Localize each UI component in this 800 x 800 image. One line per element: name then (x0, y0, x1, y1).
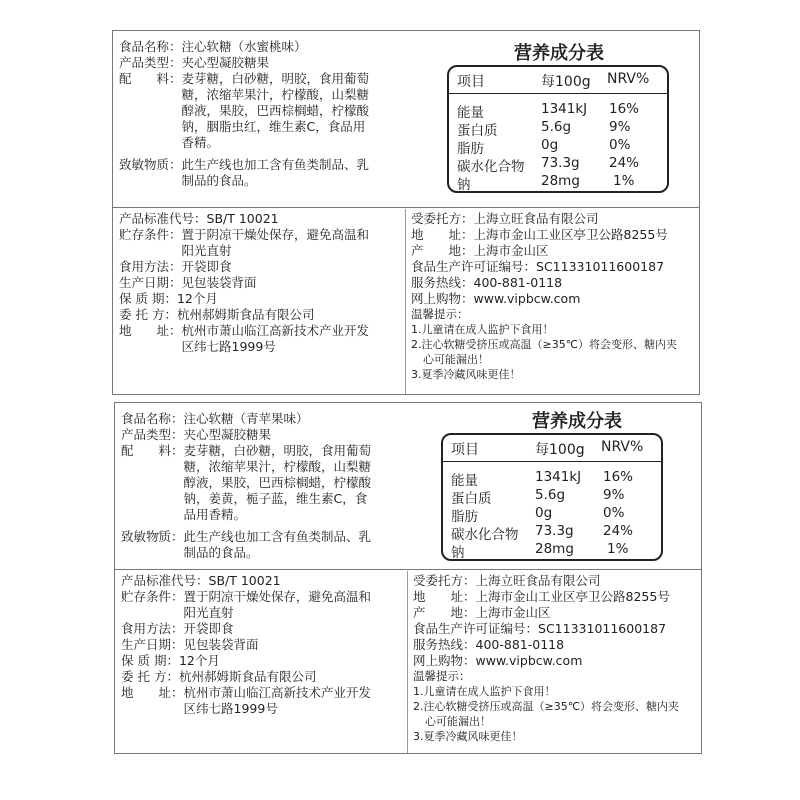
info-label: 食品生产许可证编号： (411, 259, 537, 274)
product-name-label: 食品名称： (119, 39, 182, 54)
tip-line: 心可能漏出！ (425, 715, 491, 728)
tip-line: 1.儿童请在成人监护下食用！ (411, 323, 554, 336)
nutrient-name: 能量 (457, 105, 484, 121)
nutrition-row-protein (449, 119, 667, 137)
product-type-value: 夹心型凝胶糖果 (181, 55, 270, 70)
product-type-row (119, 55, 439, 71)
nutrient-name: 脂肪 (451, 509, 478, 525)
info-label: 保 质 期： (119, 291, 177, 306)
info-value: 上海市金山工业区亭卫公路8255号 (475, 589, 670, 604)
product-name-value: 注心软糖（青苹果味） (183, 411, 309, 426)
info-value: SB/T 10021 (206, 211, 279, 226)
storage-row (121, 589, 411, 621)
info-label: 产品标准代号： (119, 211, 207, 226)
product-section (113, 31, 699, 208)
nutrient-amount: 28mg (541, 173, 580, 189)
info-value (182, 227, 409, 259)
info-value (184, 589, 411, 621)
nutrition-header (449, 67, 667, 94)
product-section (115, 403, 701, 570)
manufacturer-row (411, 211, 701, 227)
standard-code-row (121, 573, 411, 589)
nutrition-header-per100g: 每100g (541, 74, 591, 90)
ingredients-label: 配 料： (119, 71, 182, 86)
ingredients-line: 钠，胭脂虫红，维生素C，食品用 (181, 119, 366, 134)
nutrient-name: 钠 (457, 177, 471, 193)
product-name-label: 食品名称： (121, 411, 184, 426)
storage-row (119, 227, 409, 259)
info-label: 保 质 期： (121, 653, 179, 668)
production-date-row (121, 637, 411, 653)
nutrient-amount: 28mg (535, 541, 574, 557)
production-date-row (119, 275, 409, 291)
info-value: 上海市金山工业区亭卫公路8255号 (473, 227, 668, 242)
info-label: 食用方法： (121, 621, 184, 636)
nutrient-amount: 0g (535, 505, 553, 521)
nutrient-nrv: 24% (603, 523, 634, 539)
nutrient-nrv: 24% (609, 155, 640, 171)
nutrient-nrv: 1% (607, 541, 629, 557)
info-label: 地 址： (121, 685, 184, 700)
info-line: 杭州市萧山临江高新技术产业开发 (183, 685, 372, 700)
info-value: 上海市金山区 (473, 243, 549, 258)
manufacturer-address-row (411, 227, 701, 243)
nutrient-nrv: 9% (603, 487, 625, 503)
ingredients-row (119, 71, 439, 151)
info-label: 食用方法： (119, 259, 182, 274)
info-value: SB/T 10021 (208, 573, 281, 588)
info-line: 阳光直射 (183, 605, 234, 620)
client-row (121, 669, 411, 685)
nutrient-nrv: 1% (613, 173, 635, 189)
license-row (413, 621, 703, 637)
info-value: www.vipbcw.com (475, 653, 583, 668)
shelf-life-row (119, 291, 409, 307)
ingredients-row (121, 443, 441, 523)
nutrition-row-energy (449, 101, 667, 119)
manufacturing-info (121, 573, 411, 717)
ingredients-line: 香精。 (181, 135, 220, 150)
product-name-row (119, 39, 439, 55)
origin-row (411, 243, 701, 259)
info-line: 阳光直射 (181, 243, 232, 258)
nutrient-amount: 73.3g (541, 155, 580, 171)
info-value: 见包装袋背面 (183, 637, 259, 652)
info-label: 委 托 方： (121, 669, 179, 684)
standard-code-row (119, 211, 409, 227)
nutrient-amount: 1341kJ (541, 101, 588, 117)
nutrient-amount: 5.6g (541, 119, 572, 135)
usage-row (121, 621, 411, 637)
product-details (119, 39, 439, 189)
label-panel-green-apple (114, 402, 702, 754)
nutrition-title: 营养成分表 (532, 411, 622, 432)
ingredients-line: 麦芽糖，白砂糖，明胶，食用葡萄 (183, 443, 372, 458)
nutrient-name: 蛋白质 (451, 491, 492, 507)
nutrient-nrv: 9% (609, 119, 631, 135)
info-label: 生产日期： (121, 637, 184, 652)
info-line: 置于阴凉干燥处保存，避免高温和 (183, 589, 372, 604)
info-line: 区纬七路1999号 (181, 339, 276, 354)
online-shop-row (411, 291, 701, 307)
info-label: 服务热线： (413, 637, 476, 652)
info-label: 网上购物： (413, 653, 476, 668)
info-value: 12个月 (178, 653, 220, 668)
allergen-row (119, 157, 439, 189)
info-value: 上海立旺食品有限公司 (473, 211, 599, 226)
nutrition-row-sodium (443, 541, 661, 559)
info-label: 生产日期： (119, 275, 182, 290)
allergen-label: 致敏物质： (119, 157, 182, 172)
nutrient-nrv: 16% (609, 101, 640, 117)
nutrition-row-protein (443, 487, 661, 505)
info-line: 置于阴凉干燥处保存，避免高温和 (181, 227, 370, 242)
info-label: 产 地： (413, 605, 476, 620)
ingredients-line: 品用香精。 (183, 507, 247, 522)
ingredients-line: 醇液，果胶，巴西棕榈蜡，柠檬酸 (181, 103, 370, 118)
producer-info (413, 573, 703, 744)
client-address-row (121, 685, 411, 717)
online-shop-row (413, 653, 703, 669)
allergen-value (182, 157, 439, 189)
ingredients-line: 醇液，果胶，巴西棕榈蜡，柠檬酸 (183, 475, 372, 490)
allergen-line: 制品的食品。 (181, 173, 257, 188)
info-label: 产 地： (411, 243, 474, 258)
allergen-line: 此生产线也加工含有鱼类制品、乳 (183, 529, 372, 544)
nutrient-name: 碳水化合物 (451, 527, 519, 543)
shelf-life-row (121, 653, 411, 669)
ingredients-line: 钠，姜黄，栀子蓝，维生素C，食 (183, 491, 368, 506)
license-row (411, 259, 701, 275)
info-value: SC11331011600187 (538, 621, 667, 636)
info-value: 400-881-0118 (473, 275, 563, 290)
info-label: 贮存条件： (121, 589, 184, 604)
ingredients-value (184, 443, 441, 523)
allergen-label: 致敏物质： (121, 529, 184, 544)
nutrition-header (443, 435, 661, 462)
nutrition-header-per100g: 每100g (535, 442, 585, 458)
ingredients-line: 糖，浓缩苹果汁，柠檬酸，山梨糖 (181, 87, 370, 102)
manufacturing-info (119, 211, 409, 355)
tip-line: 3.夏季冷藏风味更佳！ (413, 730, 523, 743)
ingredients-value (182, 71, 439, 151)
info-value: 上海立旺食品有限公司 (475, 573, 601, 588)
info-label: 地 址： (411, 227, 474, 242)
producer-info (411, 211, 701, 382)
nutrient-amount: 1341kJ (535, 469, 582, 485)
nutrient-nrv: 16% (603, 469, 634, 485)
info-value: 12个月 (176, 291, 218, 306)
client-row (119, 307, 409, 323)
hotline-row (413, 637, 703, 653)
tip-line: 2.注心软糖受挤压或高温（≥35℃）将会变形、糖内夹 (411, 338, 678, 351)
nutrient-nrv: 0% (609, 137, 631, 153)
allergen-line: 制品的食品。 (183, 545, 259, 560)
nutrition-title: 营养成分表 (514, 43, 604, 64)
nutrient-name: 能量 (451, 473, 478, 489)
nutrition-header-item: 项目 (457, 74, 485, 90)
info-value: 开袋即食 (183, 621, 234, 636)
tips-title: 温馨提示： (413, 669, 471, 683)
info-label: 受委托方： (411, 211, 474, 226)
info-value: 见包装袋背面 (181, 275, 257, 290)
nutrient-name: 脂肪 (457, 141, 484, 157)
info-label: 网上购物： (411, 291, 474, 306)
usage-row (119, 259, 409, 275)
info-label: 受委托方： (413, 573, 476, 588)
info-label: 贮存条件： (119, 227, 182, 242)
ingredients-label: 配 料： (121, 443, 184, 458)
nutrient-name: 蛋白质 (457, 123, 498, 139)
info-value: SC11331011600187 (536, 259, 665, 274)
hotline-row (411, 275, 701, 291)
nutrient-amount: 73.3g (535, 523, 574, 539)
client-address-row (119, 323, 409, 355)
tip-line: 心可能漏出！ (423, 353, 489, 366)
nutrition-table (447, 65, 669, 193)
info-label: 服务热线： (411, 275, 474, 290)
origin-row (413, 605, 703, 621)
info-label: 食品生产许可证编号： (413, 621, 539, 636)
info-value: 开袋即食 (181, 259, 232, 274)
nutrition-row-fat (449, 137, 667, 155)
allergen-value (184, 529, 441, 561)
nutrition-header-nrv: NRV% (607, 71, 650, 87)
info-value: 杭州郝姆斯食品有限公司 (178, 669, 317, 684)
nutrition-row-energy (443, 469, 661, 487)
nutrient-amount: 0g (541, 137, 559, 153)
ingredients-line: 糖，浓缩苹果汁，柠檬酸，山梨糖 (183, 459, 372, 474)
allergen-line: 此生产线也加工含有鱼类制品、乳 (181, 157, 370, 172)
product-name-value: 注心软糖（水蜜桃味） (181, 39, 307, 54)
nutrition-row-carbohydrate (449, 155, 667, 173)
info-line: 杭州市萧山临江高新技术产业开发 (181, 323, 370, 338)
nutrition-row-sodium (449, 173, 667, 191)
tips-title: 温馨提示： (411, 307, 469, 321)
product-name-row (121, 411, 441, 427)
nutrient-amount: 5.6g (535, 487, 566, 503)
info-value: 杭州郝姆斯食品有限公司 (176, 307, 315, 322)
product-type-label: 产品类型： (121, 427, 184, 442)
product-type-row (121, 427, 441, 443)
nutrition-header-nrv: NRV% (601, 439, 644, 455)
info-value: www.vipbcw.com (473, 291, 581, 306)
nutrition-header-item: 项目 (451, 442, 479, 458)
nutrition-row-carbohydrate (443, 523, 661, 541)
info-value (184, 685, 411, 717)
nutrient-name: 碳水化合物 (457, 159, 525, 175)
product-type-value: 夹心型凝胶糖果 (183, 427, 272, 442)
info-line: 区纬七路1999号 (183, 701, 278, 716)
tip-line: 3.夏季冷藏风味更佳！ (411, 368, 521, 381)
info-value: 400-881-0118 (475, 637, 565, 652)
nutrient-name: 钠 (451, 545, 465, 561)
manufacturer-row (413, 573, 703, 589)
tip-line: 2.注心软糖受挤压或高温（≥35℃）将会变形、糖内夹 (413, 700, 680, 713)
info-label: 委 托 方： (119, 307, 177, 322)
tip-line: 1.儿童请在成人监护下食用！ (413, 685, 556, 698)
ingredients-line: 麦芽糖，白砂糖，明胶，食用葡萄 (181, 71, 370, 86)
manufacturer-address-row (413, 589, 703, 605)
product-type-label: 产品类型： (119, 55, 182, 70)
info-label: 产品标准代号： (121, 573, 209, 588)
product-details (121, 411, 441, 561)
allergen-row (121, 529, 441, 561)
nutrition-table (441, 433, 663, 561)
info-label: 地 址： (119, 323, 182, 338)
info-value: 上海市金山区 (475, 605, 551, 620)
nutrient-nrv: 0% (603, 505, 625, 521)
info-value (182, 323, 409, 355)
info-label: 地 址： (413, 589, 476, 604)
nutrition-row-fat (443, 505, 661, 523)
label-panel-peach (112, 30, 700, 395)
